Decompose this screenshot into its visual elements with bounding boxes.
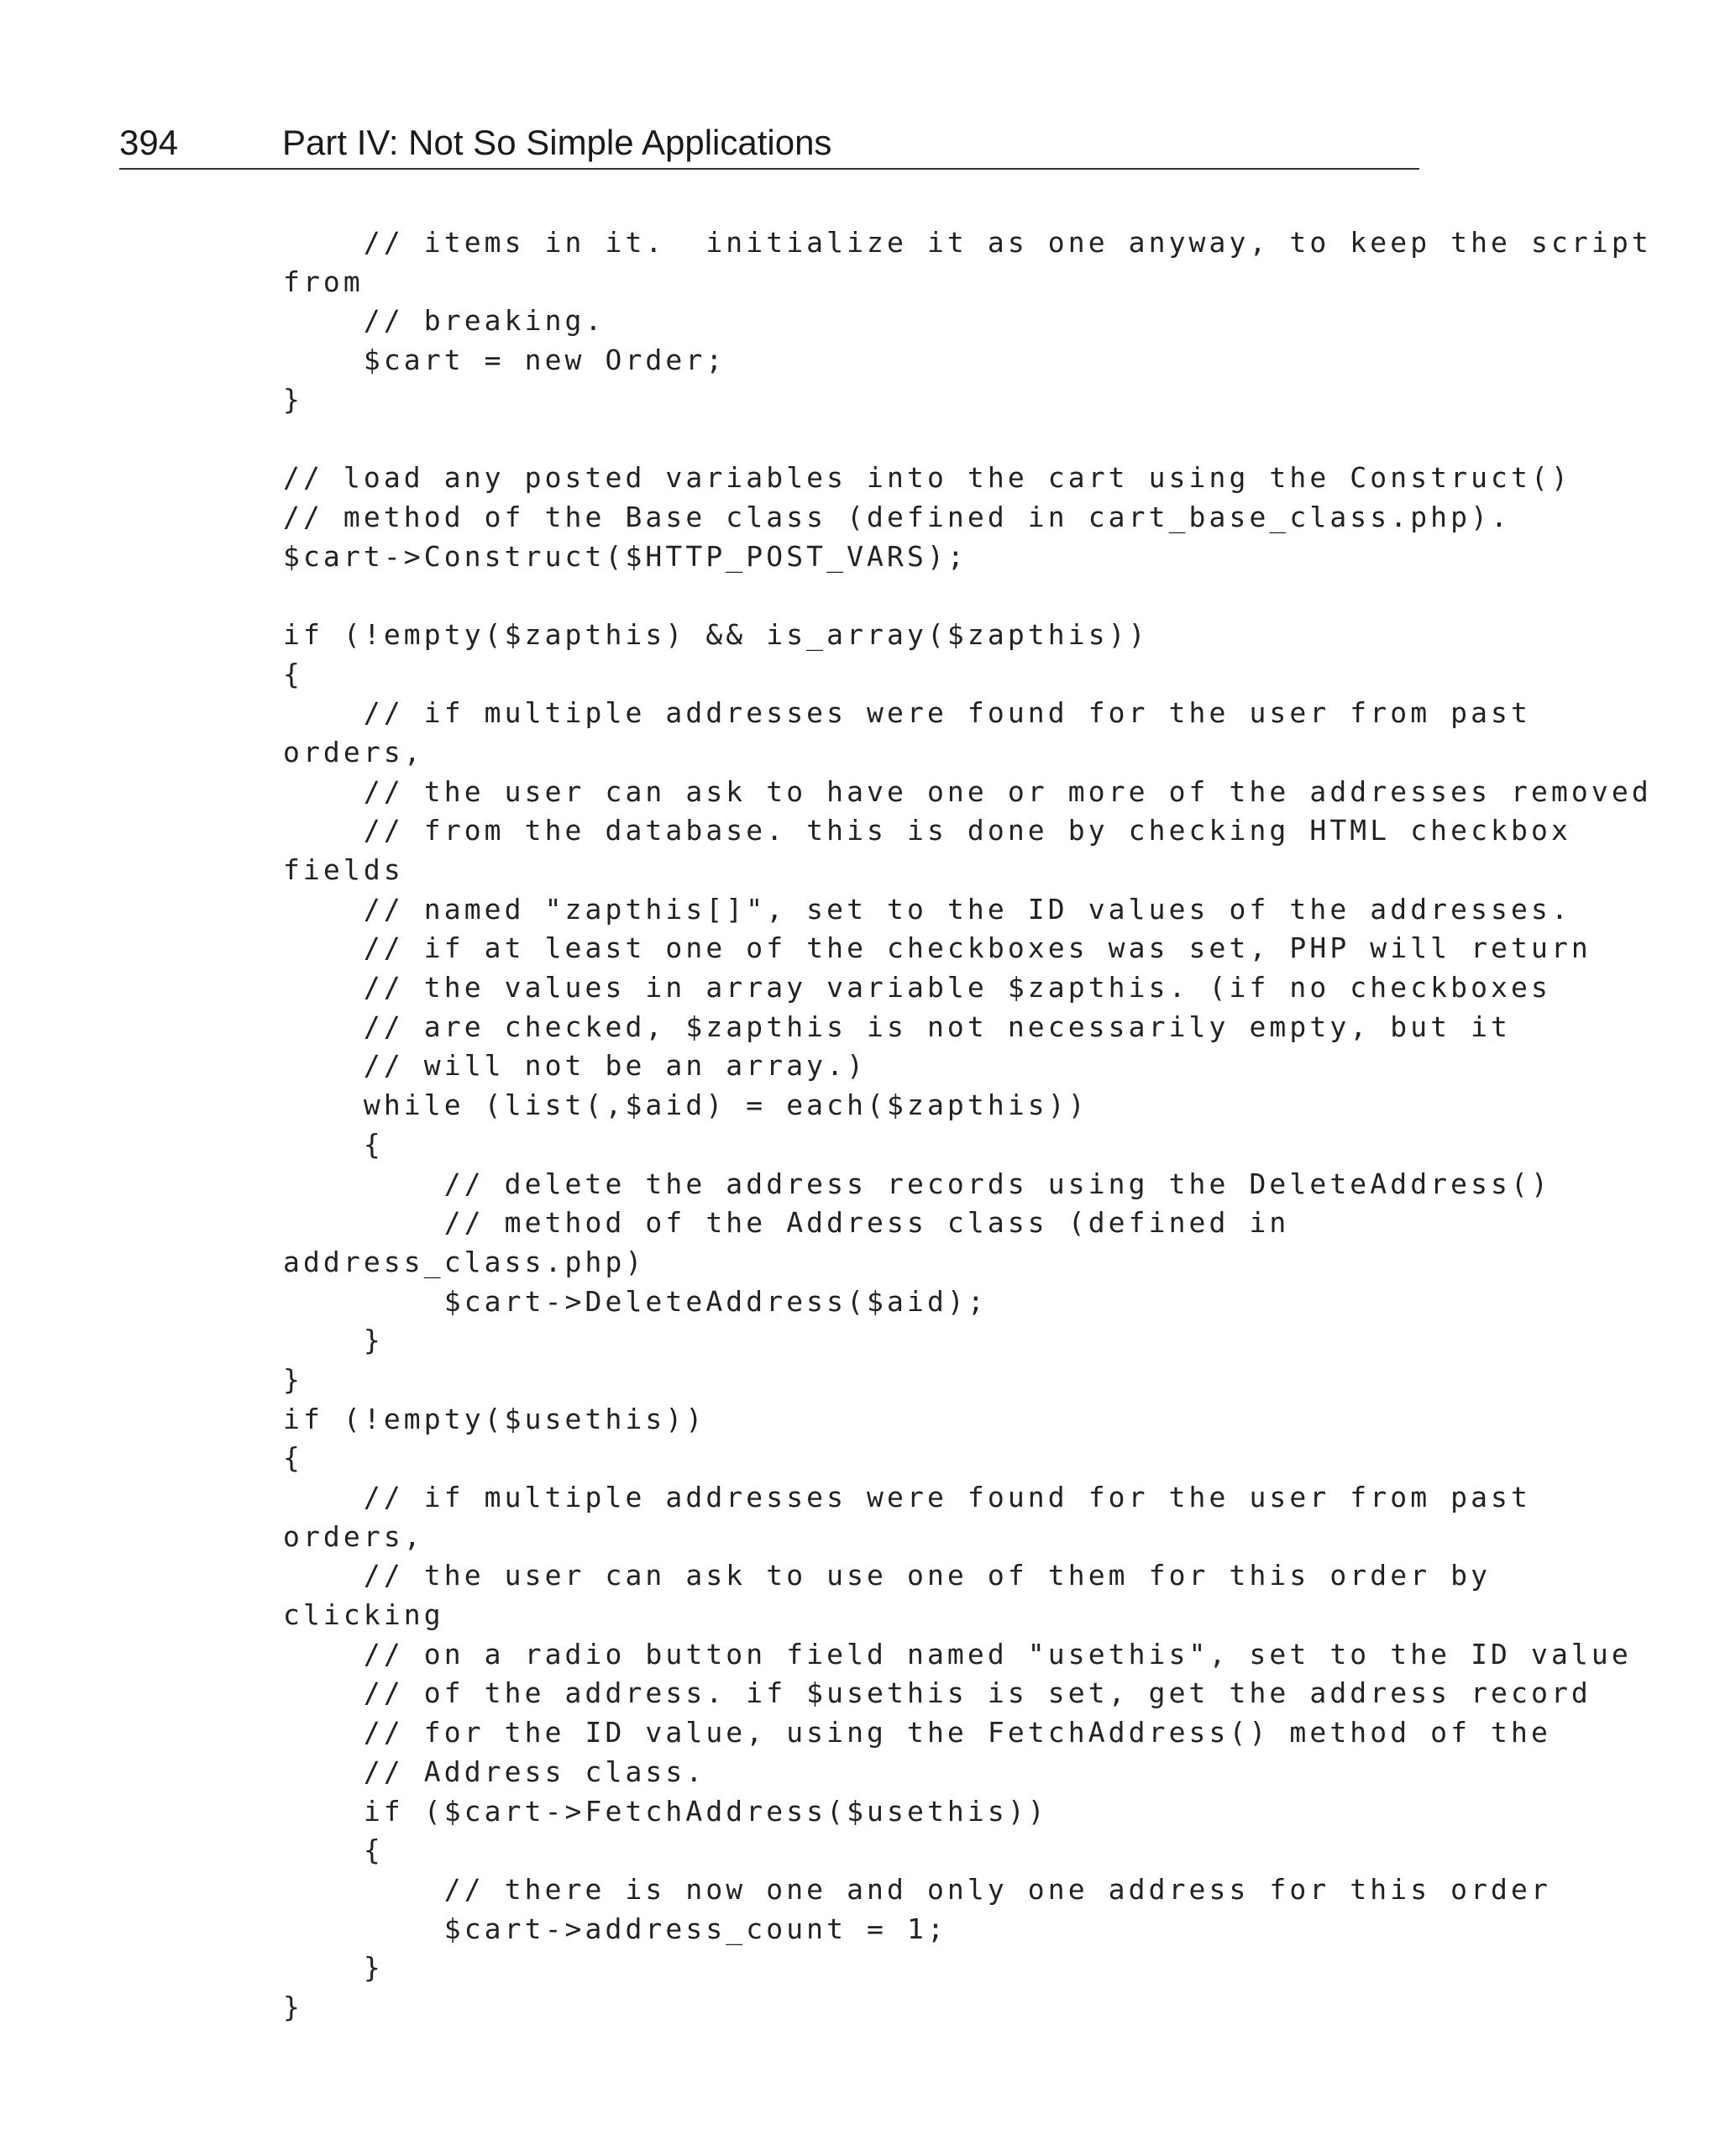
code-line: $cart = new Order; <box>283 344 726 377</box>
code-line: from <box>283 265 364 298</box>
code-line: } <box>283 1362 303 1396</box>
code-line: if ($cart->FetchAddress($usethis)) <box>283 1794 1048 1828</box>
code-line <box>283 419 1459 459</box>
code-line: } <box>283 1990 303 2023</box>
code-line: $cart->address_count = 1; <box>283 1912 947 1945</box>
running-title: Part IV: Not So Simple Applications <box>282 123 832 162</box>
code-line: // the user can ask to use one of them for this order by <box>283 1559 1492 1592</box>
code-line: if (!empty($usethis)) <box>283 1402 706 1435</box>
code-line: // the user can ask to have one or more of the addresses removed <box>283 774 1652 808</box>
code-line: while (list(,$aid) = each($zapthis)) <box>283 1088 1088 1122</box>
code-line <box>283 576 1459 616</box>
code-line: } <box>283 1951 384 1985</box>
code-line: { <box>283 1441 303 1475</box>
code-line: // will not be an array.) <box>283 1049 868 1083</box>
code-line: // if multiple addresses were found for the user from past <box>283 696 1531 730</box>
code-line: // for the ID value, using the FetchAddress() method of the <box>283 1716 1551 1749</box>
code-line: // there is now one and only one address for this order <box>283 1872 1551 1906</box>
code-line: // the values in array variable $zapthis. (if no checkboxes <box>283 971 1551 1005</box>
code-line: $cart->DeleteAddress($aid); <box>283 1284 988 1318</box>
code-line: { <box>283 657 303 690</box>
code-line: $cart->Construct($HTTP_POST_VARS); <box>283 539 968 573</box>
code-line: // delete the address records using the DeleteAddress() <box>283 1167 1551 1200</box>
code-line: fields <box>283 853 404 886</box>
code-line: // breaking. <box>283 304 606 338</box>
code-listing <box>283 223 1652 2027</box>
code-line: orders, <box>283 735 424 769</box>
page-header <box>119 118 1419 170</box>
code-line: // if at least one of the checkboxes was set, PHP will return <box>283 931 1592 965</box>
code-line: // if multiple addresses were found for the user from past <box>283 1481 1531 1513</box>
code-line: // on a radio button field named "usethis", set to the ID value <box>283 1637 1632 1671</box>
code-line: if (!empty($zapthis) && is_array($zapthis)) <box>283 617 1149 651</box>
code-line: // load any posted variables into the cart using the Construct() <box>283 461 1571 495</box>
code-line: orders, <box>283 1519 424 1553</box>
code-line: { <box>283 1833 384 1867</box>
page-number: 394 <box>119 123 179 162</box>
code-line: // from the database. this is done by checking HTML checkbox <box>283 814 1571 847</box>
code-line: // of the address. if $usethis is set, get the address record <box>283 1676 1592 1710</box>
code-line: } <box>283 1324 384 1357</box>
code-line: // method of the Base class (defined in cart_base_class.php). <box>283 500 1512 533</box>
code-line: } <box>283 382 303 416</box>
code-line: // Address class. <box>283 1755 706 1788</box>
code-line: // method of the Address class (defined in <box>283 1206 1290 1240</box>
code-line: address_class.php) <box>283 1245 646 1278</box>
code-line: // named "zapthis[]", set to the ID values of the addresses. <box>283 892 1571 926</box>
code-line: // are checked, $zapthis is not necessarily empty, but it <box>283 1010 1512 1043</box>
code-line: { <box>283 1127 384 1161</box>
code-line: // items in it. initialize it as one anyway, to keep the script <box>283 226 1652 259</box>
code-line: clicking <box>283 1598 444 1632</box>
